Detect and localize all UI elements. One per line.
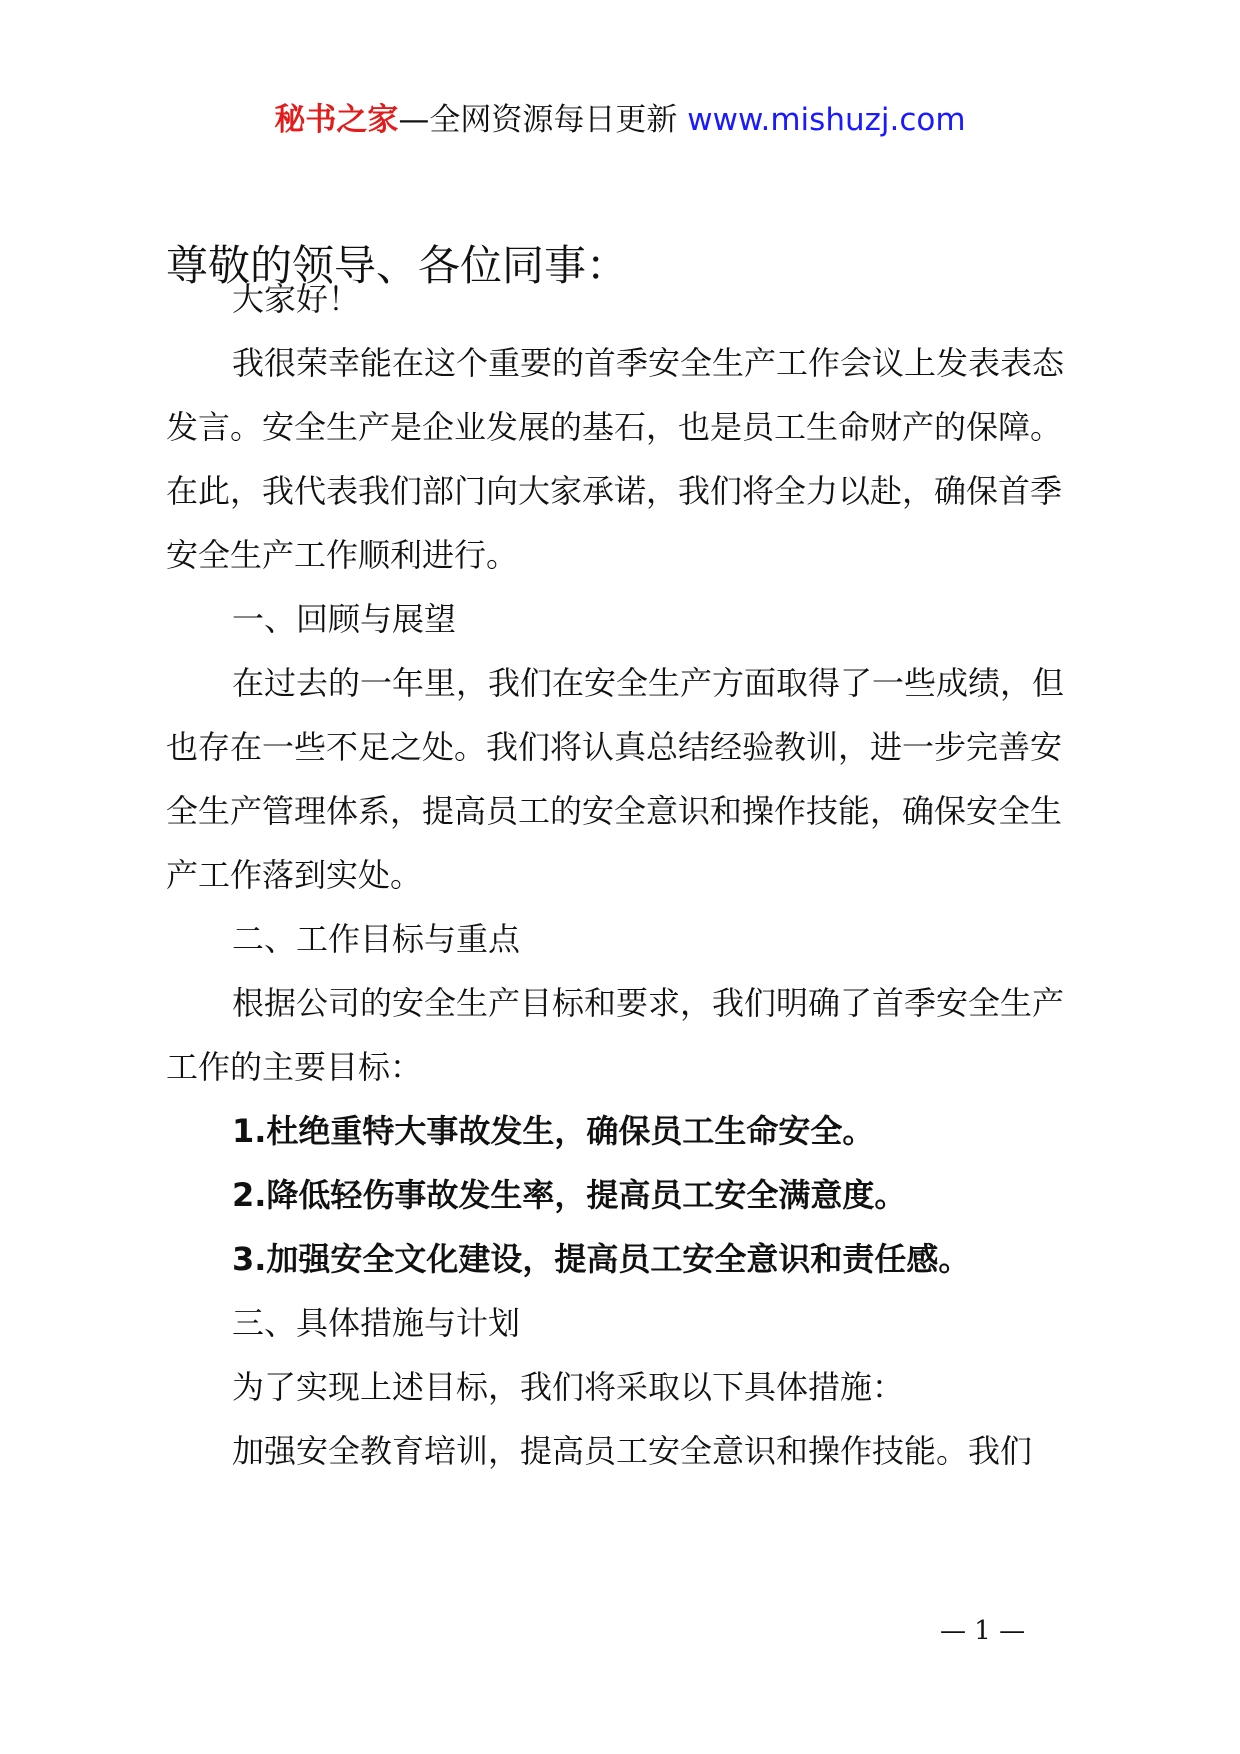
goal-item-1: 1.杜绝重特大事故发生，确保员工生命安全。 <box>232 1112 875 1150</box>
page-header <box>0 100 1240 140</box>
header-url[interactable]: www.mishuzj.com <box>687 102 966 138</box>
section-heading-3: 三、具体措施与计划 <box>232 1304 521 1342</box>
goal-item-3: 3.加强安全文化建设，提高员工安全意识和责任感。 <box>232 1240 971 1278</box>
paragraph-greeting: 大家好！ <box>232 280 361 318</box>
header-tagline: —全网资源每日更新 <box>398 102 678 138</box>
section-heading-1: 一、回顾与展望 <box>232 600 457 638</box>
paragraph-review: 在过去的一年里，我们在安全生产方面取得了一些成绩，但也存在一些不足之处。我们将认真总结经验教训，进一步完善安全生产管理体系，提高员工的安全意识和操作技能，确保安全生产工作落到实处。 <box>166 664 1065 894</box>
paragraph-goals: 根据公司的安全生产目标和要求，我们明确了首季安全生产工作的主要目标： <box>166 984 1065 1086</box>
paragraph-intro: 我很荣幸能在这个重要的首季安全生产工作会议上发表表态发言。安全生产是企业发展的基石，也是员工生命财产的保障。在此，我代表我们部门向大家承诺，我们将全力以赴，确保首季安全生产工作顺利进行。 <box>166 344 1065 574</box>
page-number: — 1 — <box>940 1616 1026 1646</box>
paragraph-training: 加强安全教育培训，提高员工安全意识和操作技能。我们 <box>232 1432 1033 1470</box>
paragraph-measures: 为了实现上述目标，我们将采取以下具体措施： <box>232 1368 905 1406</box>
goal-item-2: 2.降低轻伤事故发生率，提高员工安全满意度。 <box>232 1176 907 1214</box>
section-heading-2: 二、工作目标与重点 <box>232 920 521 958</box>
header-brand: 秘书之家 <box>274 102 399 138</box>
document-body <box>166 267 1090 1483</box>
salutation: 尊敬的领导、各位同事： <box>166 241 629 290</box>
